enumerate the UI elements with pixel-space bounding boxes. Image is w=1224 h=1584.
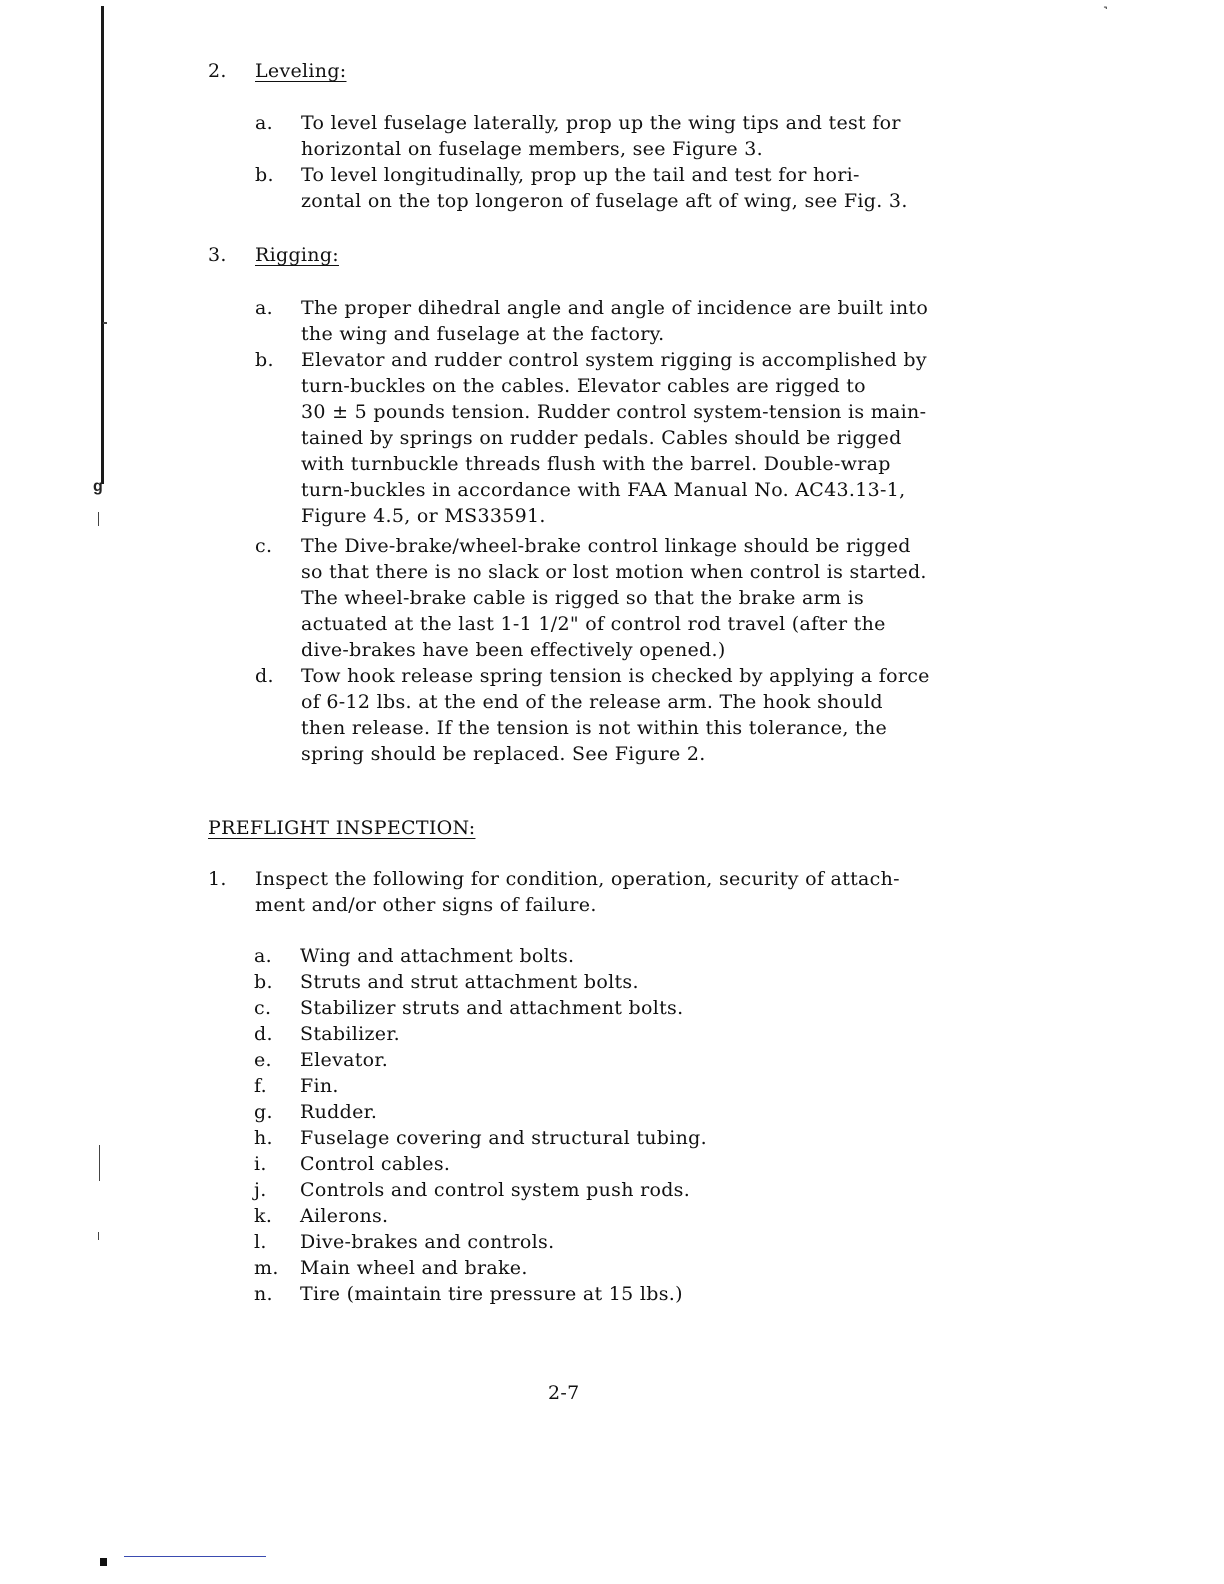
- preflight-heading: PREFLIGHT INSPECTION:: [208, 817, 476, 839]
- item-text-continued: turn-buckles in accordance with FAA Manual No. AC43.13-1,: [301, 479, 906, 501]
- item-text: Control cables.: [300, 1153, 451, 1175]
- leveling-items: [255, 110, 908, 214]
- item-letter: d.: [254, 1023, 273, 1045]
- item-text: Stabilizer struts and attachment bolts.: [300, 997, 684, 1019]
- item-text: Tow hook release spring tension is checked by applying a force: [301, 665, 930, 687]
- preflight-heading-block: [208, 815, 475, 841]
- rigging-items: [255, 295, 930, 767]
- checklist-item: [254, 1047, 707, 1073]
- item-letter: d.: [255, 665, 274, 687]
- list-item: [255, 533, 930, 559]
- item-text-continued: so that there is no slack or lost motion when control is started.: [301, 561, 927, 583]
- item-letter: n.: [254, 1283, 273, 1305]
- item-text: To level fuselage laterally, prop up the wing tips and test for: [301, 112, 901, 134]
- item-text: Wing and attachment bolts.: [300, 945, 575, 967]
- item-letter: l.: [254, 1231, 267, 1253]
- leveling-section: [208, 58, 347, 84]
- item-text-continued: tained by springs on rudder pedals. Cables should be rigged: [301, 427, 902, 449]
- rigging-section: [208, 242, 339, 268]
- item-text: Elevator.: [300, 1049, 389, 1071]
- item-text: Controls and control system push rods.: [300, 1179, 691, 1201]
- list-item: [255, 663, 930, 689]
- item-text: Inspect the following for condition, operation, security of attach-: [255, 868, 900, 890]
- item-text: Stabilizer.: [300, 1023, 400, 1045]
- item-letter: a.: [255, 112, 273, 134]
- checklist-item: [254, 1229, 707, 1255]
- list-item: [255, 347, 930, 373]
- item-letter: g.: [254, 1101, 273, 1123]
- item-text: Rudder.: [300, 1101, 378, 1123]
- preflight-intro: [208, 866, 900, 918]
- footer-mark: [100, 1558, 107, 1566]
- item-text-continued: horizontal on fuselage members, see Figure 3.: [301, 138, 763, 160]
- item-text: Fin.: [300, 1075, 339, 1097]
- scan-mark: [98, 1232, 99, 1240]
- item-text: The proper dihedral angle and angle of incidence are built into: [301, 297, 929, 319]
- item-letter: k.: [254, 1205, 273, 1227]
- scan-mark: [98, 512, 99, 526]
- item-text: Fuselage covering and structural tubing.: [300, 1127, 707, 1149]
- item-letter: e.: [254, 1049, 272, 1071]
- item-text-continued: the wing and fuselage at the factory.: [301, 323, 665, 345]
- leveling-heading-line: [208, 58, 347, 84]
- item-text-continued: of 6-12 lbs. at the end of the release arm. The hook should: [301, 691, 883, 713]
- rigging-heading: Rigging:: [255, 244, 339, 266]
- item-text: Dive-brakes and controls.: [300, 1231, 555, 1253]
- checklist-item: [254, 1255, 707, 1281]
- item-letter: c.: [254, 997, 272, 1019]
- item-letter: h.: [254, 1127, 273, 1149]
- item-text-continued: spring should be replaced. See Figure 2.: [301, 743, 706, 765]
- corner-mark: ˺: [1103, 4, 1108, 20]
- item-text-continued: dive-brakes have been effectively opened.): [301, 639, 726, 661]
- item-number: 1.: [208, 868, 227, 890]
- checklist-item: [254, 1021, 707, 1047]
- item-letter: f.: [254, 1075, 267, 1097]
- section-number: 2.: [208, 60, 227, 82]
- checklist-item: [254, 1151, 707, 1177]
- checklist-item: [254, 943, 707, 969]
- item-letter: a.: [255, 297, 273, 319]
- item-text-continued: turn-buckles on the cables. Elevator cables are rigged to: [301, 375, 866, 397]
- item-letter: c.: [255, 535, 273, 557]
- checklist-item: [254, 1125, 707, 1151]
- scan-binding-bar: [101, 6, 104, 484]
- item-letter: b.: [255, 164, 274, 186]
- item-text-continued: 30 ± 5 pounds tension. Rudder control system-tension is main-: [301, 401, 927, 423]
- checklist-item: [254, 1281, 707, 1307]
- item-text: Tire (maintain tire pressure at 15 lbs.): [300, 1283, 683, 1305]
- checklist-item: [254, 969, 707, 995]
- item-text-continued: with turnbuckle threads flush with the barrel. Double-wrap: [301, 453, 891, 475]
- numbered-item: [208, 866, 900, 892]
- item-text: Elevator and rudder control system rigging is accomplished by: [301, 349, 927, 371]
- checklist-item: [254, 995, 707, 1021]
- list-item: [255, 162, 908, 188]
- item-text: To level longitudinally, prop up the tail and test for hori-: [301, 164, 860, 186]
- checklist-item: [254, 1099, 707, 1125]
- item-text-continued: The wheel-brake cable is rigged so that the brake arm is: [301, 587, 865, 609]
- item-text-continued: Figure 4.5, or MS33591.: [301, 505, 546, 527]
- item-letter: m.: [254, 1257, 279, 1279]
- scan-mark: [99, 1145, 100, 1181]
- section-number: 3.: [208, 244, 227, 266]
- preflight-checklist: [254, 943, 707, 1307]
- item-text-continued: ment and/or other signs of failure.: [255, 894, 597, 916]
- scan-glyph: g: [93, 478, 104, 495]
- item-text-continued: zontal on the top longeron of fuselage aft of wing, see Fig. 3.: [301, 190, 908, 212]
- item-text: Main wheel and brake.: [300, 1257, 528, 1279]
- item-text: The Dive-brake/wheel-brake control linkage should be rigged: [301, 535, 911, 557]
- page-number: 2-7: [548, 1382, 580, 1404]
- item-letter: a.: [254, 945, 272, 967]
- checklist-item: [254, 1203, 707, 1229]
- leveling-heading: Leveling:: [255, 60, 347, 82]
- item-letter: b.: [255, 349, 274, 371]
- footer-rule: [124, 1556, 266, 1557]
- item-letter: i.: [254, 1153, 267, 1175]
- item-text-continued: then release. If the tension is not within this tolerance, the: [301, 717, 888, 739]
- list-item: [255, 295, 930, 321]
- checklist-item: [254, 1177, 707, 1203]
- item-letter: b.: [254, 971, 273, 993]
- rigging-heading-line: [208, 242, 339, 268]
- item-text-continued: actuated at the last 1-1 1/2" of control rod travel (after the: [301, 613, 886, 635]
- checklist-item: [254, 1073, 707, 1099]
- scan-mark: [103, 322, 107, 324]
- item-text: Struts and strut attachment bolts.: [300, 971, 639, 993]
- item-text: Ailerons.: [300, 1205, 389, 1227]
- list-item: [255, 110, 908, 136]
- item-letter: j.: [254, 1179, 267, 1201]
